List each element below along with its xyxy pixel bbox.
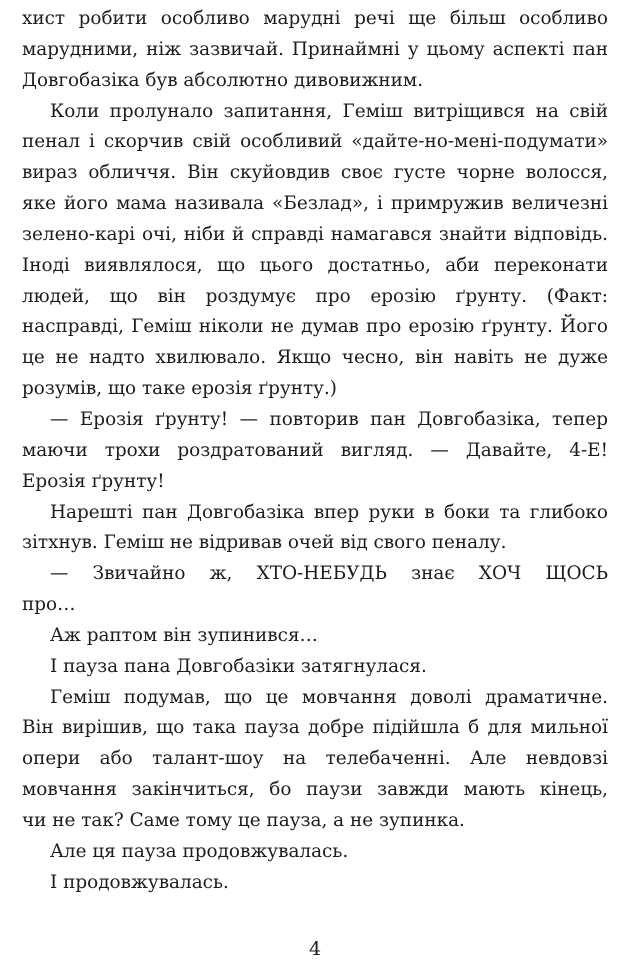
- text-line: — Звичайно ж, ХТО-НЕБУДЬ знає ХОЧ ЩОСЬ: [50, 563, 608, 585]
- text-line: Іноді виявлялося, що цього достатньо, аби переконати: [22, 254, 608, 276]
- text-line: Нарешті пан Довгобазіка впер руки в боки та глибоко: [50, 501, 608, 523]
- text-line: мовчання закінчиться, бо паузи завжди мають кінець,: [22, 779, 608, 801]
- text-line: хист робити особливо марудні речі ще більш особливо: [22, 8, 608, 29]
- body-text: [22, 4, 608, 898]
- text-line: Коли пролунало запитання, Геміш витріщився на свій: [50, 100, 608, 122]
- text-line: чи не так? Саме тому це пауза, а не зупинка.: [22, 809, 465, 831]
- text-line: марудними, ніж зазвичай. Принаймні у цьому аспекті пан: [22, 38, 608, 60]
- text-line: Ерозія ґрунту!: [22, 470, 165, 492]
- text-line: це не надто хвилювало. Якщо чесно, він навіть не дуже: [22, 347, 608, 369]
- text-line: насправді, Геміш ніколи не думав про ерозію ґрунту. Його: [22, 316, 608, 338]
- text-line: розумів, що таке ерозія ґрунту.): [22, 378, 337, 400]
- text-line: — Ерозія ґрунту! — повторив пан Довгобазіка, тепер: [50, 408, 608, 430]
- text-line: пенал і скорчив свій особливий «дайте-но-мені-подумати»: [22, 131, 608, 153]
- text-line: зітхнув. Геміш не відривав очей від свого пеналу.: [22, 532, 507, 554]
- text-line: Геміш подумав, що це мовчання доволі драматичне.: [50, 686, 608, 708]
- text-line: маючи трохи роздратований вигляд. — Давайте, 4-Е!: [22, 439, 608, 461]
- text-line: зелено-карі очі, ніби й справді намагався знайти відповідь.: [22, 223, 608, 245]
- text-line: І продовжувалась.: [50, 871, 229, 893]
- text-line: опери або талант-шоу на телебаченні. Але невдовзі: [22, 748, 608, 770]
- page-number: 4: [308, 938, 322, 960]
- text-line: вираз обличчя. Він скуйовдив своє густе чорне волосся,: [22, 162, 608, 184]
- text-line: яке його мама називала «Безлад», і примружив величезні: [22, 193, 608, 215]
- text-line: Але ця пауза продовжувалась.: [50, 840, 349, 862]
- text-line: про…: [22, 594, 76, 616]
- text-line: І пауза пана Довгобазіки затягнулася.: [50, 655, 427, 677]
- text-line: Аж раптом він зупинився…: [50, 624, 318, 646]
- text-line: людей, що він роздумує про ерозію ґрунту. (Факт:: [22, 285, 608, 307]
- text-line: Довгобазіка був абсолютно дивовижним.: [22, 69, 424, 91]
- text-line: Він вирішив, що така пауза добре підійшла б для мильної: [22, 717, 608, 739]
